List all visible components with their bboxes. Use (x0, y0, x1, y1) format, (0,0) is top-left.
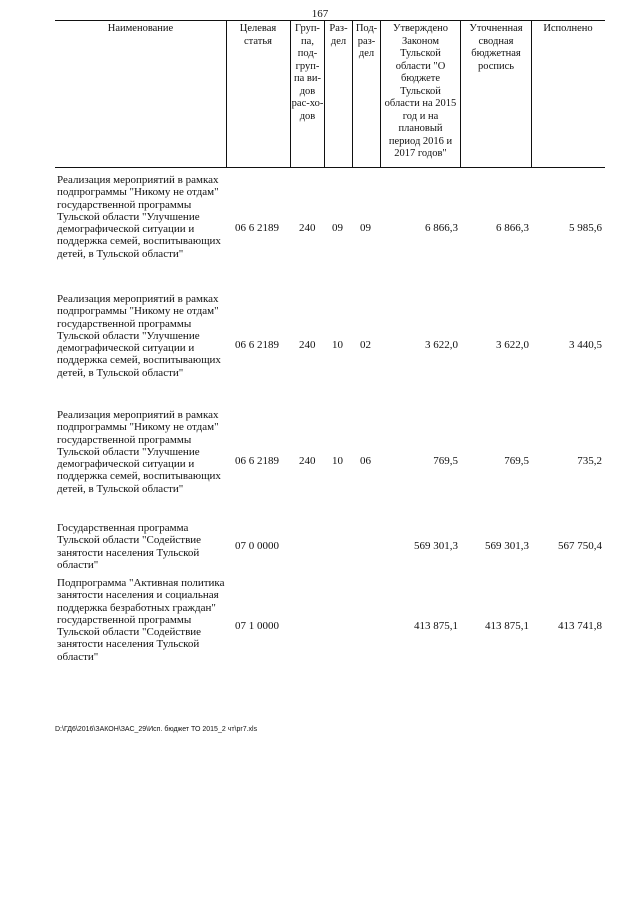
row-refined: 3 622,0 (496, 339, 529, 351)
row-executed: 413 741,8 (558, 620, 602, 632)
column-divider (460, 21, 461, 167)
row-executed: 567 750,4 (558, 540, 602, 552)
row-name: Государственная программа Тульской области "Содействие занятости населения Тульской области" (57, 522, 202, 571)
row-name: Подпрограмма "Активная политика занятости населения и социальная поддержка безработных граждан" государственной программы Тульской области "Содействие занятости населения Тульской области" (57, 577, 225, 663)
row-name: Реализация мероприятий в рамках подпрограммы "Никому не отдам" государственной программы Тульской области "Улучшение демографической ситуации и поддержка семей, воспитывающих детей, в Тульской области" (57, 409, 221, 495)
row-target: 06 6 2189 (235, 339, 279, 351)
row-group: 240 (299, 222, 316, 234)
header-target: Целевая статья (239, 23, 277, 47)
header-name: Наименование (107, 23, 174, 34)
row-subsection: 02 (360, 339, 371, 351)
column-divider (226, 21, 227, 167)
row-group: 240 (299, 339, 316, 351)
row-approved: 3 622,0 (425, 339, 458, 351)
header-approved: Утверждено Законом Тульской области "О бюджете Тульской области на 2015 год и на плановый период 2016 и 2017 годов" (384, 23, 457, 159)
row-approved: 6 866,3 (425, 222, 458, 234)
column-divider (531, 21, 532, 167)
row-name: Реализация мероприятий в рамках подпрограммы "Никому не отдам" государственной программы Тульской области "Улучшение демографической ситуации и поддержка семей, воспитывающих детей, в Тульской области" (57, 174, 221, 260)
row-refined: 413 875,1 (485, 620, 529, 632)
file-path-footer: D:\ГД6\2016\ЗАКОН\ЗАС_29\Исп. бюджет ТО 2015_2 чт\pr7.xls (55, 726, 258, 733)
row-name: Реализация мероприятий в рамках подпрограммы "Никому не отдам" государственной программы Тульской области "Улучшение демографической ситуации и поддержка семей, воспитывающих детей, в Тульской области" (57, 293, 221, 379)
row-section: 10 (332, 339, 343, 351)
table-header (55, 20, 605, 168)
column-divider (380, 21, 381, 167)
row-subsection: 06 (360, 455, 371, 467)
page-number: 167 (311, 8, 329, 20)
row-target: 06 6 2189 (235, 455, 279, 467)
row-target: 07 0 0000 (235, 540, 279, 552)
row-executed: 735,2 (577, 455, 602, 467)
row-executed: 3 440,5 (569, 339, 602, 351)
header-executed: Исполнено (543, 23, 593, 34)
row-section: 10 (332, 455, 343, 467)
row-executed: 5 985,6 (569, 222, 602, 234)
row-refined: 569 301,3 (485, 540, 529, 552)
row-approved: 769,5 (433, 455, 458, 467)
row-subsection: 09 (360, 222, 371, 234)
header-subsection: Под-раз-дел (355, 23, 378, 59)
row-target: 07 1 0000 (235, 620, 279, 632)
row-approved: 413 875,1 (414, 620, 458, 632)
header-section: Раз-дел (329, 23, 348, 47)
row-group: 240 (299, 455, 316, 467)
row-refined: 769,5 (504, 455, 529, 467)
row-target: 06 6 2189 (235, 222, 279, 234)
row-refined: 6 866,3 (496, 222, 529, 234)
row-section: 09 (332, 222, 343, 234)
header-refined: Уточненная сводная бюджетная роспись (469, 23, 523, 72)
row-approved: 569 301,3 (414, 540, 458, 552)
header-group: Груп-па, под-груп-па ви-дов рас-хо-дов (291, 23, 324, 122)
